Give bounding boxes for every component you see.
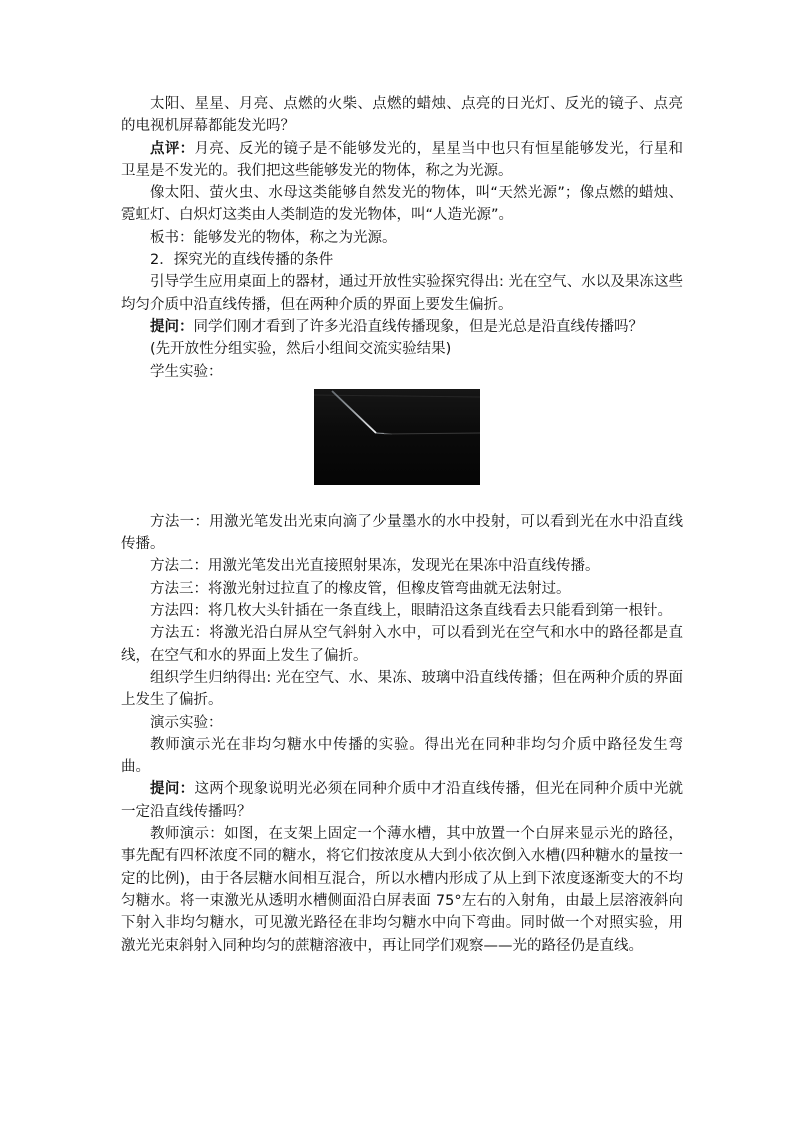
paragraph-guidance: 引导学生应用桌面上的器材，通过开放性实验探究得出: 光在空气、水以及果冻这些均匀介质中沿直线传播，但在两种介质的界面上要发生偏折。 xyxy=(121,274,683,313)
document-body xyxy=(121,93,683,957)
method-2: 方法二：用激光笔发出光直接照射果冻，发现光在果冻中沿直线传播。 xyxy=(150,558,600,575)
method-3: 方法三：将激光射过拉直了的橡皮管，但橡皮管弯曲就无法射过。 xyxy=(150,580,571,597)
method-4: 方法四：将几枚大头针插在一条直线上，眼睛沿这条直线看去只能看到第一根针。 xyxy=(150,603,672,620)
paragraph-question: 太阳、星星、月亮、点燃的火柴、点燃的蜡烛、点亮的日光灯、反光的镜子、点亮的电视机屏幕都能发光吗？ xyxy=(121,96,683,135)
laser-refraction-photo xyxy=(314,389,480,485)
paragraph-light-sources: 像太阳、萤火虫、水母这类能够自然发光的物体，叫“天然光源”；像点燃的蜡烛、霓虹灯、白炽灯这类由人类制造的发光物体，叫“人造光源”。 xyxy=(121,185,683,224)
paragraph-demo-heading: 演示实验： xyxy=(150,714,223,731)
figure-container xyxy=(121,385,683,509)
paragraph-group-note: (先开放性分组实验，然后小组间交流实验结果) xyxy=(150,341,452,358)
paragraph-comment: 点评：月亮、反光的镜子是不能够发光的，星星当中也只有恒星能够发光，行星和卫星是不发光的。我们把这些能够发光的物体，称之为光源。 xyxy=(121,140,684,179)
paragraph-teacher-demo: 教师演示：如图，在支架上固定一个薄水槽，其中放置一个白屏来显示光的路径，事先配有四杯浓度不同的糖水，将它们按浓度从大到小依次倒入水槽(四种糖水的量按一定的比例)，由于各层糖水间相互混合，所以水槽内形成了从上到下浓度逐渐变大的不均匀糖水。将一束激光从透明水槽侧面沿白屏表面 75°左右的入射角，由最上层溶液斜向下射入非均匀糖水，可见激光路径在非均匀糖水中向下弯曲。同时做一个对照实验，用激光光束斜射入同种均匀的蔗糖溶液中，再让同学们观察——光的路径仍是直线。 xyxy=(121,826,683,954)
method-1: 方法一：用激光笔发出光束向滴了少量墨水的水中投射，可以看到光在水中沿直线传播。 xyxy=(121,513,683,553)
method-5: 方法五：将激光沿白屏从空气斜射入水中，可以看到光在空气和水中的路径都是直线，在空气和水的界面上发生了偏折。 xyxy=(121,625,683,664)
paragraph-question-2: 提问：同学们刚才看到了许多光沿直线传播现象，但是光总是沿直线传播吗？ xyxy=(150,318,643,335)
paragraph-summary: 组织学生归纳得出: 光在空气、水、果冻、玻璃中沿直线传播；但在两种介质的界面上发生了偏折。 xyxy=(121,669,683,709)
section-heading: 2．探究光的直线传播的条件 xyxy=(150,252,334,269)
paragraph-demo-sugar: 教师演示光在非均匀糖水中传播的实验。得出光在同种非均匀介质中路径发生弯曲。 xyxy=(121,736,683,776)
laser-beam-image xyxy=(314,389,480,485)
paragraph-question-3: 提问：这两个现象说明光必须在同种介质中才沿直线传播，但光在同种介质中光就一定沿直线传播吗？ xyxy=(121,781,684,820)
paragraph-board-note: 板书：能够发光的物体，称之为光源。 xyxy=(150,229,397,246)
paragraph-student-experiment: 学生实验： xyxy=(150,363,223,380)
